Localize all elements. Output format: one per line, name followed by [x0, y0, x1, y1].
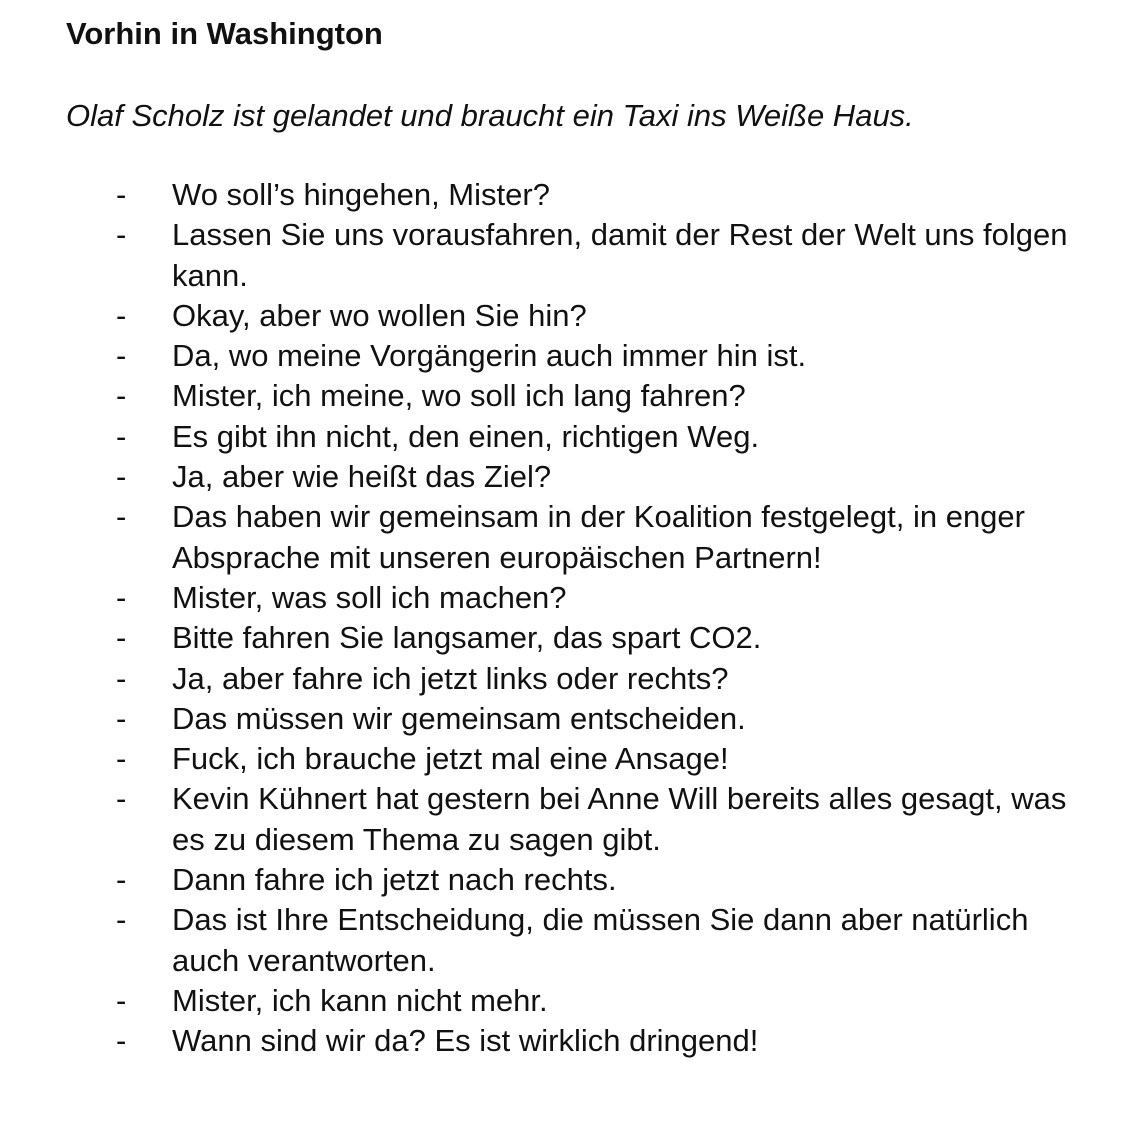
dialogue-line — [0, 739, 1072, 779]
dialogue-line — [0, 175, 1072, 215]
dialogue-text: Das ist Ihre Entscheidung, die müssen Sie dann aber natürlich auch verantworten. — [172, 902, 1029, 978]
dialogue-text: Ja, aber wie heißt das Ziel? — [172, 459, 552, 495]
dialogue-line — [0, 900, 1072, 981]
dialogue-list — [0, 175, 1125, 1062]
dialogue-line — [0, 981, 1072, 1021]
bullet-dash: - — [116, 1023, 127, 1059]
bullet-dash: - — [116, 338, 127, 374]
dialogue-line — [0, 215, 1072, 296]
document-title: Vorhin in Washington — [66, 16, 383, 51]
bullet-dash: - — [116, 499, 127, 535]
bullet-dash: - — [116, 217, 127, 253]
dialogue-line — [0, 699, 1072, 739]
bullet-dash: - — [116, 982, 127, 1018]
dialogue-line — [0, 578, 1072, 618]
bullet-dash: - — [116, 459, 127, 495]
dialogue-line — [0, 457, 1072, 497]
dialogue-text: Wo soll’s hingehen, Mister? — [172, 177, 550, 212]
dialogue-line — [0, 376, 1072, 416]
dialogue-line — [0, 659, 1072, 699]
dialogue-text: Fuck, ich brauche jetzt mal eine Ansage! — [172, 741, 729, 777]
dialogue-text: Mister, ich kann nicht mehr. — [172, 982, 548, 1018]
dialogue-text: Da, wo meine Vorgängerin auch immer hin ist. — [172, 338, 807, 374]
bullet-dash: - — [116, 862, 127, 898]
document-intro: Olaf Scholz ist gelandet und braucht ein Taxi ins Weiße Haus. — [66, 98, 914, 133]
dialogue-text: Wann sind wir da? Es ist wirklich dringend! — [172, 1023, 759, 1059]
dialogue-line — [0, 1021, 1072, 1061]
dialogue-text: Mister, was soll ich machen? — [172, 579, 567, 615]
bullet-dash: - — [116, 660, 127, 696]
dialogue-line — [0, 336, 1072, 376]
dialogue-text: Lassen Sie uns vorausfahren, damit der Rest der Welt uns folgen kann. — [172, 217, 1068, 293]
bullet-dash: - — [116, 177, 127, 212]
dialogue-line — [0, 860, 1072, 900]
bullet-dash: - — [116, 418, 127, 454]
dialogue-text: Kevin Kühnert hat gestern bei Anne Will bereits alles gesagt, was es zu diesem Thema zu sagen gibt. — [172, 781, 1067, 857]
dialogue-text: Es gibt ihn nicht, den einen, richtigen Weg. — [172, 418, 760, 454]
bullet-dash: - — [116, 579, 127, 615]
dialogue-line — [0, 417, 1072, 457]
dialogue-line — [0, 497, 1072, 578]
dialogue-text: Das müssen wir gemeinsam entscheiden. — [172, 700, 746, 736]
dialogue-text: Das haben wir gemeinsam in der Koalition festgelegt, in enger Absprache mit unseren europäischen Partnern! — [172, 499, 1025, 575]
dialogue-text: Bitte fahren Sie langsamer, das spart CO2. — [172, 620, 762, 656]
bullet-dash: - — [116, 700, 127, 736]
dialogue-line — [0, 779, 1072, 860]
dialogue-line — [0, 618, 1072, 658]
bullet-dash: - — [116, 741, 127, 777]
bullet-dash: - — [116, 620, 127, 656]
dialogue-text: Ja, aber fahre ich jetzt links oder rechts? — [172, 660, 729, 696]
bullet-dash: - — [116, 297, 127, 333]
dialogue-text: Okay, aber wo wollen Sie hin? — [172, 297, 587, 333]
dialogue-text: Mister, ich meine, wo soll ich lang fahren? — [172, 378, 746, 414]
bullet-dash: - — [116, 378, 127, 414]
dialogue-text: Dann fahre ich jetzt nach rechts. — [172, 862, 617, 898]
bullet-dash: - — [116, 902, 127, 938]
bullet-dash: - — [116, 781, 127, 817]
dialogue-line — [0, 296, 1072, 336]
